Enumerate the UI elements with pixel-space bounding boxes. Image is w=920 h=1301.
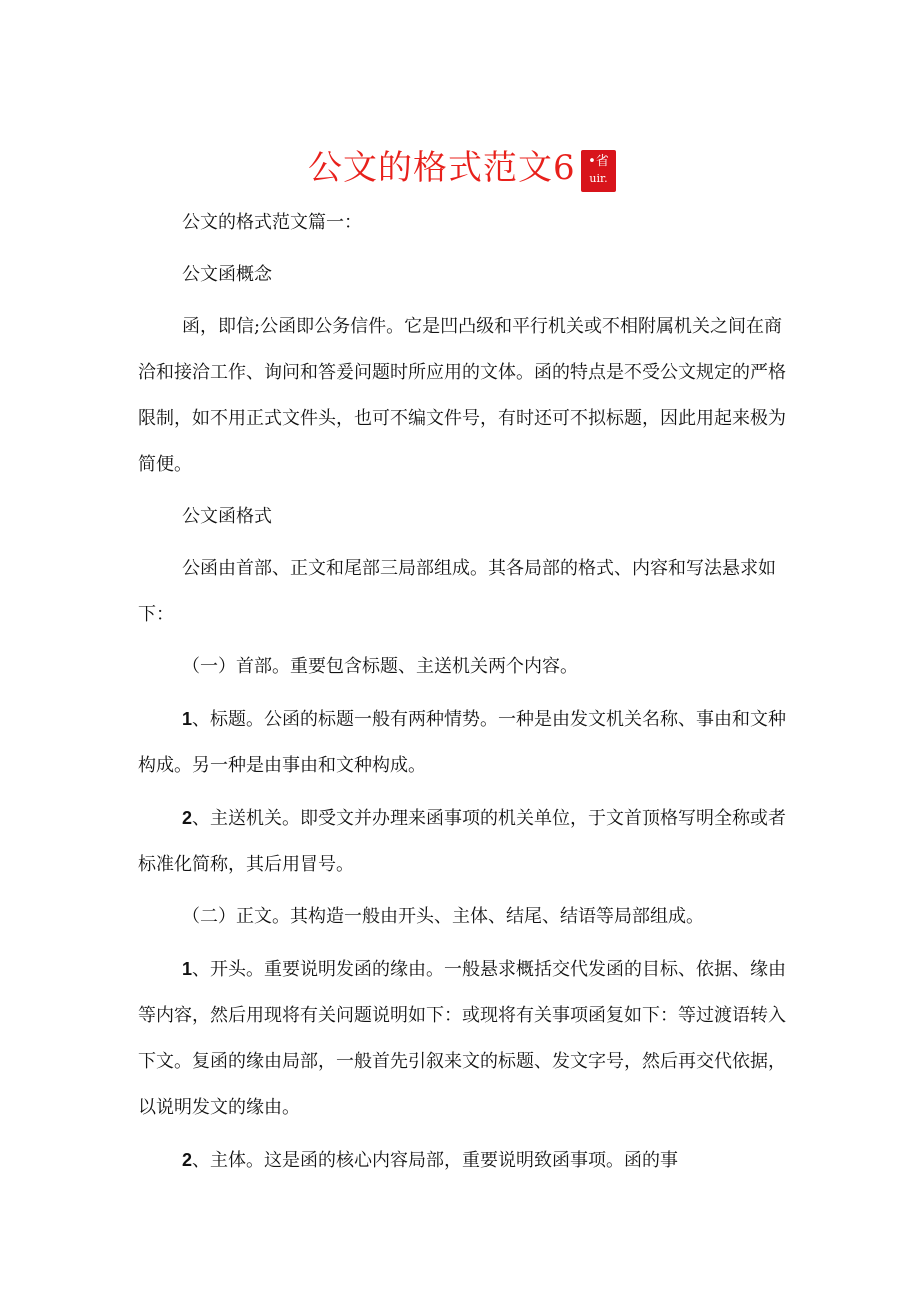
paragraph-text: 、主送机关。即受文并办理来函事项的机关单位，于文首顶格写明全称或者标准化简称，其后用冒号。 — [138, 808, 787, 875]
paragraph-text: （一）首部。重要包含标题、主送机关两个内容。 — [182, 656, 578, 677]
paragraph-text: 、主体。这是函的核心内容局部，重要说明致函事项。函的事 — [192, 1150, 679, 1171]
paragraph — [138, 894, 788, 940]
paragraph — [138, 644, 788, 690]
paragraph — [138, 546, 788, 638]
paragraph-text: 、开头。重要说明发函的缘由。一般悬求概括交代发函的目标、依据、缘由等内容，然后用现将有关问题说明如下：或现将有关事项函复如下：等过渡语转入下文。复函的缘由局部，一般首先引叙来文的标题、发文字号，然后再交代依据，以说明发文的缘由。 — [138, 959, 787, 1118]
document-body — [138, 200, 788, 1184]
paragraph-subheading — [138, 252, 788, 298]
paragraph-text: 函，即信;公函即公务信件。它是凹凸级和平行机关或不相附属机关之间在商洽和接洽工作、询问和答爰问题时所应用的文体。函的特点是不受公文规定的严格限制，如不用正式文件头，也可不编文件号，有时还可不拟标题，因此用起来极为简便。 — [138, 316, 786, 475]
paragraph — [138, 304, 788, 488]
stamp-line-1: •省 — [588, 154, 609, 169]
document-title: 公文的格式范文6 — [308, 148, 576, 188]
stamp-line-2: uir. — [589, 172, 608, 185]
title-row — [0, 140, 920, 200]
item-number: 2 — [182, 808, 193, 828]
paragraph-text: 公文函概念 — [182, 264, 272, 285]
paragraph-subheading — [138, 494, 788, 540]
paragraph-text: （二）正文。其构造一般由开头、主体、结尾、结语等局部组成。 — [182, 906, 704, 927]
item-number: 2 — [182, 1150, 193, 1170]
paragraph-heading — [138, 200, 788, 246]
paragraph-numbered — [138, 696, 788, 789]
paragraph-numbered — [138, 946, 788, 1131]
paragraph-text: 、标题。公函的标题一般有两种情势。一种是由发文机关名称、事由和文种构成。另一种是由事由和文种构成。 — [138, 709, 787, 776]
red-seal-stamp — [581, 150, 616, 192]
paragraph-text: 公文函格式 — [182, 506, 272, 527]
paragraph-text: 公函由首部、正文和尾部三局部组成。其各局部的格式、内容和写法悬求如下： — [138, 558, 776, 625]
item-number: 1 — [182, 959, 193, 979]
item-number: 1 — [182, 709, 193, 729]
paragraph-numbered — [138, 795, 788, 888]
paragraph-numbered — [138, 1137, 788, 1184]
paragraph-text: 公文的格式范文篇一： — [182, 212, 362, 233]
